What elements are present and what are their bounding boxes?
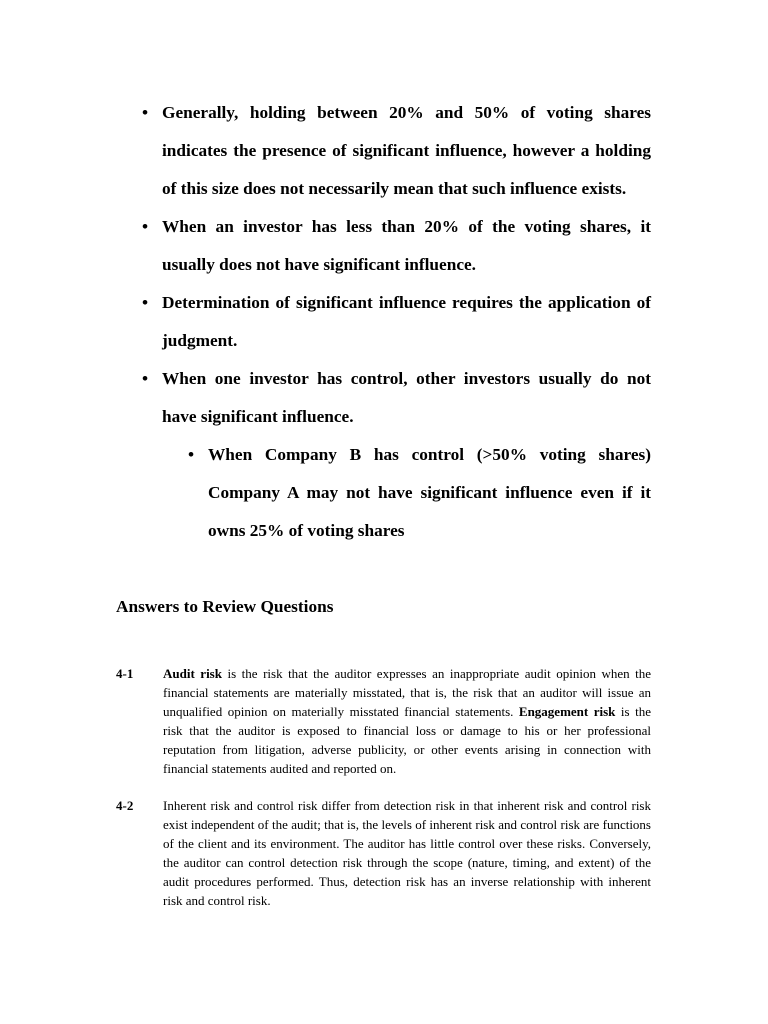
bullet-text: Determination of significant influence requires the application of judgment.: [162, 293, 651, 350]
bullet-item: [136, 208, 651, 284]
review-answer: [116, 664, 651, 778]
bullet-dot: •: [187, 445, 195, 464]
answer-text: Inherent risk and control risk differ from detection risk in that inherent risk and control risk exist independent of the audit; that is, the levels of inherent risk and control risk are functions of the client and its environment. The auditor has little control over these risks. Conversely, the auditor can control detection risk through the scope (nature, timing, and extent) of the audit procedures performed. Thus, detection risk has an inverse relationship with inherent risk and control risk.: [163, 798, 651, 908]
term-engagement-risk: Engagement risk: [518, 704, 616, 719]
sub-bullet-list: [136, 436, 651, 550]
sub-bullet-item: [136, 436, 651, 550]
bullet-dot: •: [141, 217, 149, 236]
answer-number: 4-2: [116, 798, 134, 813]
section-title: Answers to Review Questions: [116, 597, 334, 616]
answer-text: [163, 664, 651, 778]
bullet-dot: •: [141, 103, 149, 122]
bullet-dot: •: [141, 369, 149, 388]
answer-number: 4-1: [116, 666, 134, 681]
review-answer: [116, 796, 651, 910]
bullet-text: When an investor has less than 20% of the voting shares, it usually does not have significant influence.: [162, 217, 651, 274]
bullet-text: Generally, holding between 20% and 50% of voting shares indicates the presence of significant influence, however a holding of this size does not necessarily mean that such influence exists.: [162, 103, 651, 198]
bullet-item: [136, 94, 651, 208]
bullet-dot: •: [141, 293, 149, 312]
bullet-item: [136, 284, 651, 360]
bullet-list: [136, 94, 651, 550]
sub-bullet-container: [136, 436, 651, 550]
bullet-item: [136, 360, 651, 436]
answer-text-part: is the risk that the auditor expresses an inappropriate audit opinion when the financial statements are materially misstated, that is, the risk that an auditor will issue an unqualified opinion on materially misstated financial statements.: [163, 666, 651, 719]
answer-text-part: is the risk that the auditor is exposed to financial loss or damage to his or her professional reputation from litigation, adverse publicity, or other events arising in connection with financial statements audited and reported on.: [163, 704, 651, 776]
sub-bullet-text: When Company B has control (>50% voting shares) Company A may not have significant influence even if it owns 25% of voting shares: [208, 445, 651, 540]
bullet-text: When one investor has control, other investors usually do not have significant influence.: [162, 369, 651, 426]
term-audit-risk: Audit risk: [163, 666, 222, 681]
